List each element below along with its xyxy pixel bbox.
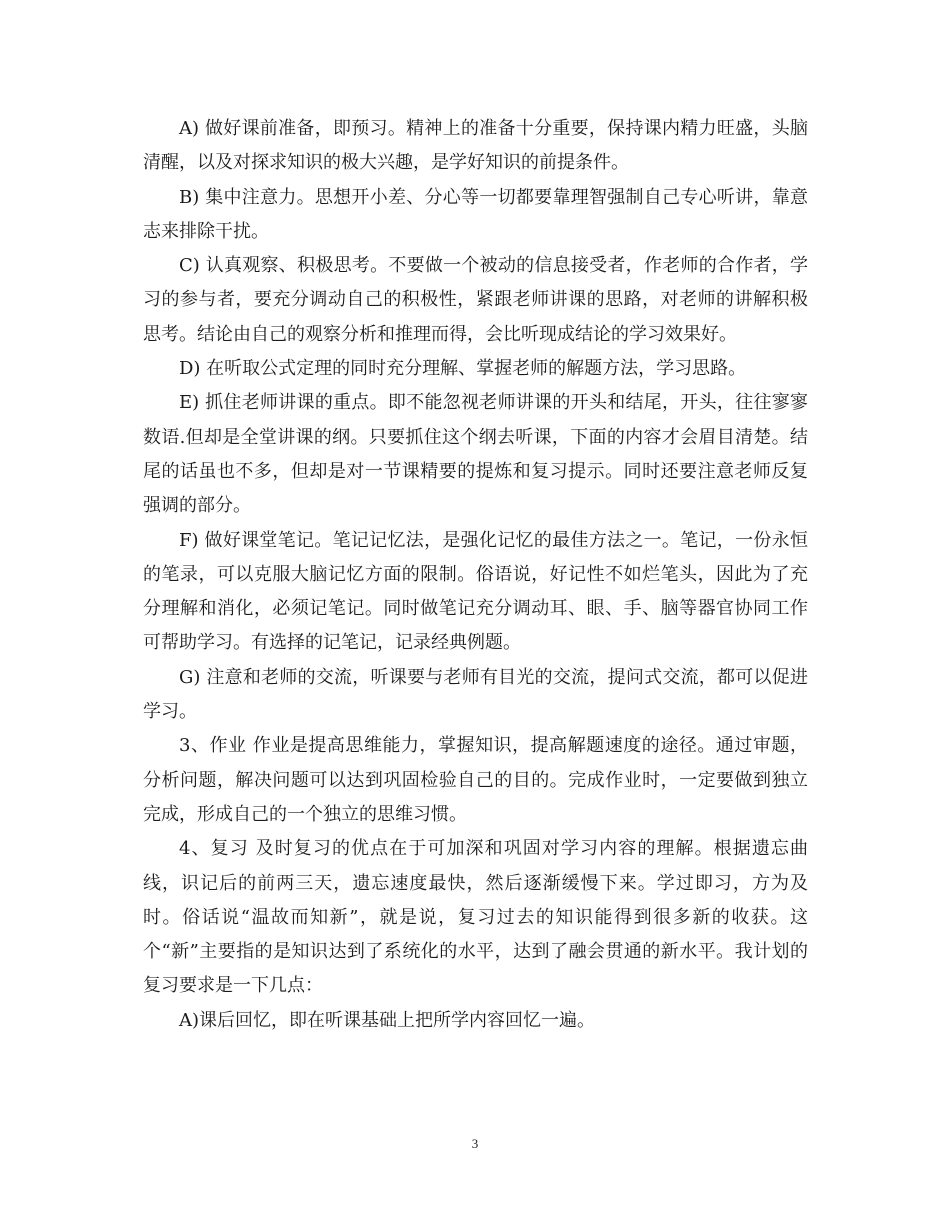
- paragraph-3-homework: 3、作业 作业是提高思维能力，掌握知识，提高解题速度的途径。通过审题，分析问题，解决问题可以达到巩固检验自己的目的。完成作业时，一定要做到独立完成，形成自己的一个独立的思维习惯。: [143, 735, 808, 825]
- body-text: [143, 112, 808, 1038]
- paragraph-c-observe-think: C) 认真观察、积极思考。不要做一个被动的信息接受者，作老师的合作者，学习的参与者，要充分调动自己的积极性，紧跟老师讲课的思路，对老师的讲解积极思考。结论由自己的观察分析和推理而得，会比听现成结论的学习效果好。: [143, 255, 808, 345]
- paragraph-a-recall: A)课后回忆，即在听课基础上把所学内容回忆一遍。: [179, 1009, 596, 1031]
- paragraph-f-notes: F) 做好课堂笔记。笔记记忆法，是强化记忆的最佳方法之一。笔记，一份永恒的笔录，可以克服大脑记忆方面的限制。俗语说，好记性不如烂笔头，因此为了充分理解和消化，必须记笔记。同时做笔记充分调动耳、眼、手、脑等器官协同工作可帮助学习。有选择的记笔记，记录经典例题。: [143, 529, 808, 654]
- paragraph-g-communication: G) 注意和老师的交流，听课要与老师有目光的交流，提问式交流，都可以促进学习。: [143, 666, 808, 723]
- paragraph-4-review: 4、复习 及时复习的优点在于可加深和巩固对学习内容的理解。根据遗忘曲线，识记后的前两三天，遗忘速度最快，然后逐渐缓慢下来。学过即习，方为及时。俗话说“温故而知新”，就是说，复习过去的知识能得到很多新的收获。这个“新”主要指的是知识达到了系统化的水平，达到了融会贯通的新水平。我计划的复习要求是一下几点：: [143, 838, 808, 997]
- paragraph-e-key-points: E) 抓住老师讲课的重点。即不能忽视老师讲课的开头和结尾，开头，往往寥寥数语.但却是全堂讲课的纲。只要抓住这个纲去听课，下面的内容才会眉目清楚。结尾的话虽也不多，但却是对一节课精要的提炼和复习提示。同时还要注意老师反复强调的部分。: [143, 392, 808, 517]
- paragraph-a-preview: A) 做好课前准备，即预习。精神上的准备十分重要，保持课内精力旺盛，头脑清醒，以及对探求知识的极大兴趣，是学好知识的前提条件。: [143, 118, 808, 174]
- paragraph-d-methods: D) 在听取公式定理的同时充分理解、掌握老师的解题方法，学习思路。: [179, 358, 747, 380]
- paragraph-b-attention: B) 集中注意力。思想开小差、分心等一切都要靠理智强制自己专心听讲，靠意志来排除干扰。: [143, 186, 808, 242]
- page-number: 3: [471, 1136, 479, 1151]
